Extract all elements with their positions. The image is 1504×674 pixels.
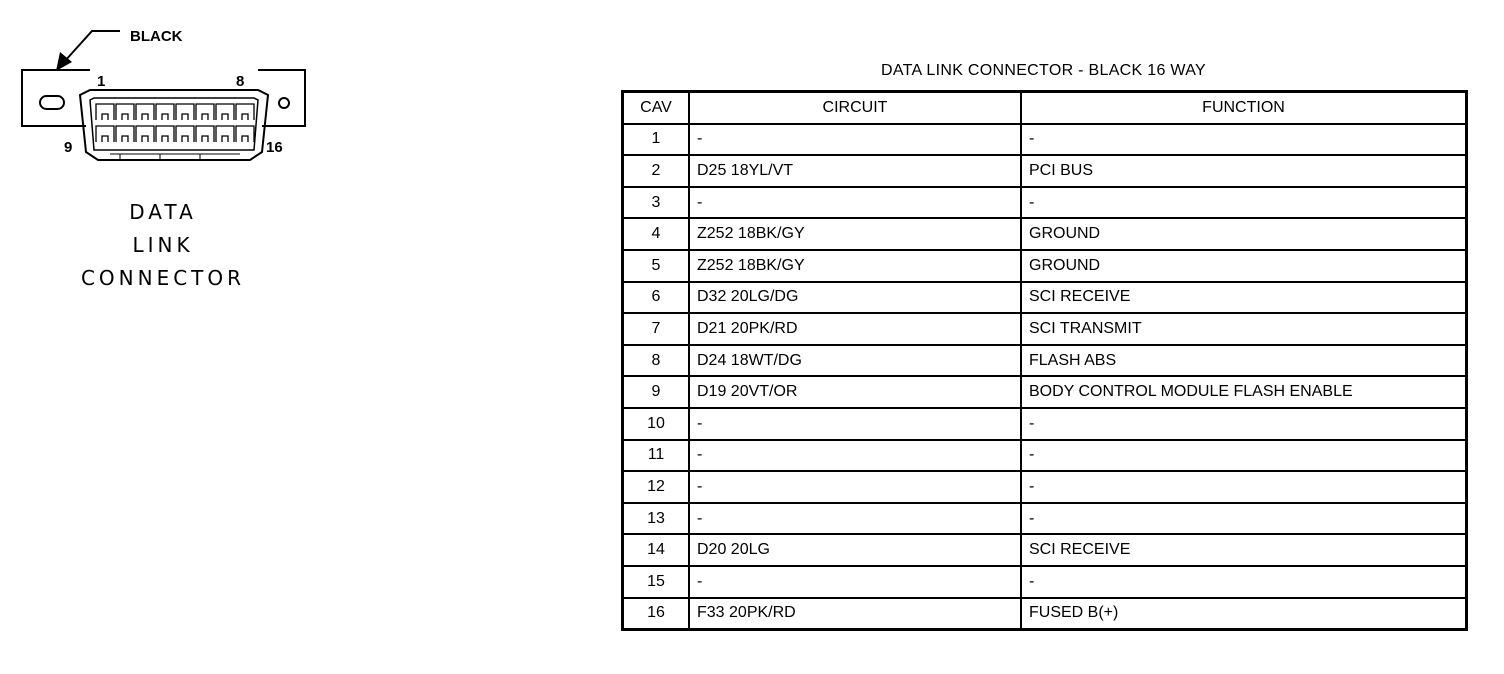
cell-cav: 15 bbox=[623, 566, 690, 598]
cell-function: GROUND bbox=[1021, 250, 1467, 282]
connector-title bbox=[60, 196, 266, 295]
cell-function: SCI TRANSMIT bbox=[1021, 313, 1467, 345]
cell-circuit: - bbox=[689, 408, 1021, 440]
cell-cav: 10 bbox=[623, 408, 690, 440]
cell-cav: 11 bbox=[623, 440, 690, 472]
cell-function: SCI RECEIVE bbox=[1021, 534, 1467, 566]
cell-cav: 14 bbox=[623, 534, 690, 566]
table-row bbox=[623, 250, 1467, 282]
cell-circuit: F33 20PK/RD bbox=[689, 598, 1021, 630]
cell-function: PCI BUS bbox=[1021, 155, 1467, 187]
cell-circuit: Z252 18BK/GY bbox=[689, 250, 1021, 282]
cell-circuit: D21 20PK/RD bbox=[689, 313, 1021, 345]
connector-title-line-2: LINK bbox=[132, 233, 194, 257]
pin-cavity bbox=[116, 104, 134, 120]
table-row bbox=[623, 313, 1467, 345]
pin-label-16: 16 bbox=[266, 139, 283, 156]
cell-circuit: - bbox=[689, 566, 1021, 598]
cell-function: - bbox=[1021, 503, 1467, 535]
cell-cav: 5 bbox=[623, 250, 690, 282]
cell-cav: 2 bbox=[623, 155, 690, 187]
pin-cavity bbox=[136, 126, 154, 142]
pin-cavity bbox=[196, 126, 214, 142]
cell-cav: 7 bbox=[623, 313, 690, 345]
cell-circuit: - bbox=[689, 187, 1021, 219]
table-row bbox=[623, 187, 1467, 219]
cell-circuit: D24 18WT/DG bbox=[689, 345, 1021, 377]
pin-label-9: 9 bbox=[64, 139, 73, 156]
pin-label-8: 8 bbox=[236, 73, 245, 90]
cell-function: - bbox=[1021, 187, 1467, 219]
pin-cavity bbox=[156, 126, 174, 142]
pin-cavity bbox=[236, 104, 254, 120]
cell-cav: 9 bbox=[623, 376, 690, 408]
cell-circuit: - bbox=[689, 124, 1021, 156]
table-header-row bbox=[623, 92, 1467, 124]
cell-cav: 4 bbox=[623, 218, 690, 250]
table-row bbox=[623, 598, 1467, 630]
cell-cav: 6 bbox=[623, 282, 690, 314]
pin-table bbox=[621, 90, 1468, 631]
pin-cavity bbox=[96, 104, 114, 120]
pin-cavity bbox=[136, 104, 154, 120]
cell-cav: 13 bbox=[623, 503, 690, 535]
header-function: FUNCTION bbox=[1021, 92, 1467, 124]
cell-circuit: Z252 18BK/GY bbox=[689, 218, 1021, 250]
pointer-arrow bbox=[56, 31, 120, 71]
cell-circuit: D19 20VT/OR bbox=[689, 376, 1021, 408]
pin-cavity bbox=[156, 104, 174, 120]
pin-cavity bbox=[176, 126, 194, 142]
connector-body bbox=[80, 90, 268, 160]
cell-function: FUSED B(+) bbox=[1021, 598, 1467, 630]
table-title: DATA LINK CONNECTOR - BLACK 16 WAY bbox=[881, 62, 1206, 79]
cell-function: FLASH ABS bbox=[1021, 345, 1467, 377]
table-row bbox=[623, 376, 1467, 408]
cell-cav: 16 bbox=[623, 598, 690, 630]
table-row bbox=[623, 155, 1467, 187]
connector-title-line-1: DATA bbox=[129, 200, 197, 224]
table-row bbox=[623, 534, 1467, 566]
pin-cavity bbox=[96, 126, 114, 142]
pin-cavity bbox=[116, 126, 134, 142]
pin-cavity bbox=[216, 104, 234, 120]
connector-figure bbox=[0, 0, 330, 310]
connector-color-label: BLACK bbox=[130, 28, 183, 45]
pin-label-1: 1 bbox=[97, 73, 106, 90]
cell-circuit: - bbox=[689, 471, 1021, 503]
cell-cav: 3 bbox=[623, 187, 690, 219]
pin-cavity bbox=[176, 104, 194, 120]
table-row bbox=[623, 218, 1467, 250]
table-row bbox=[623, 124, 1467, 156]
cell-function: - bbox=[1021, 566, 1467, 598]
cell-function: - bbox=[1021, 124, 1467, 156]
table-body bbox=[623, 124, 1467, 630]
cell-circuit: - bbox=[689, 440, 1021, 472]
cell-function: - bbox=[1021, 471, 1467, 503]
cell-circuit: - bbox=[689, 503, 1021, 535]
cell-cav: 1 bbox=[623, 124, 690, 156]
table-row bbox=[623, 440, 1467, 472]
pin-cavity bbox=[216, 126, 234, 142]
cell-cav: 8 bbox=[623, 345, 690, 377]
table-row bbox=[623, 566, 1467, 598]
cell-circuit: D32 20LG/DG bbox=[689, 282, 1021, 314]
cell-circuit: D20 20LG bbox=[689, 534, 1021, 566]
header-cav: CAV bbox=[623, 92, 690, 124]
cell-function: - bbox=[1021, 408, 1467, 440]
cell-function: BODY CONTROL MODULE FLASH ENABLE bbox=[1021, 376, 1467, 408]
table-row bbox=[623, 503, 1467, 535]
pin-cavity bbox=[236, 126, 254, 142]
cell-circuit: D25 18YL/VT bbox=[689, 155, 1021, 187]
table-row bbox=[623, 345, 1467, 377]
header-circuit: CIRCUIT bbox=[689, 92, 1021, 124]
table-row bbox=[623, 471, 1467, 503]
cell-cav: 12 bbox=[623, 471, 690, 503]
cell-function: - bbox=[1021, 440, 1467, 472]
cell-function: GROUND bbox=[1021, 218, 1467, 250]
table-row bbox=[623, 282, 1467, 314]
pin-cavity bbox=[196, 104, 214, 120]
table-row bbox=[623, 408, 1467, 440]
connector-title-line-3: CONNECTOR bbox=[80, 266, 246, 290]
pin-cavity-grid bbox=[96, 104, 254, 142]
cell-function: SCI RECEIVE bbox=[1021, 282, 1467, 314]
